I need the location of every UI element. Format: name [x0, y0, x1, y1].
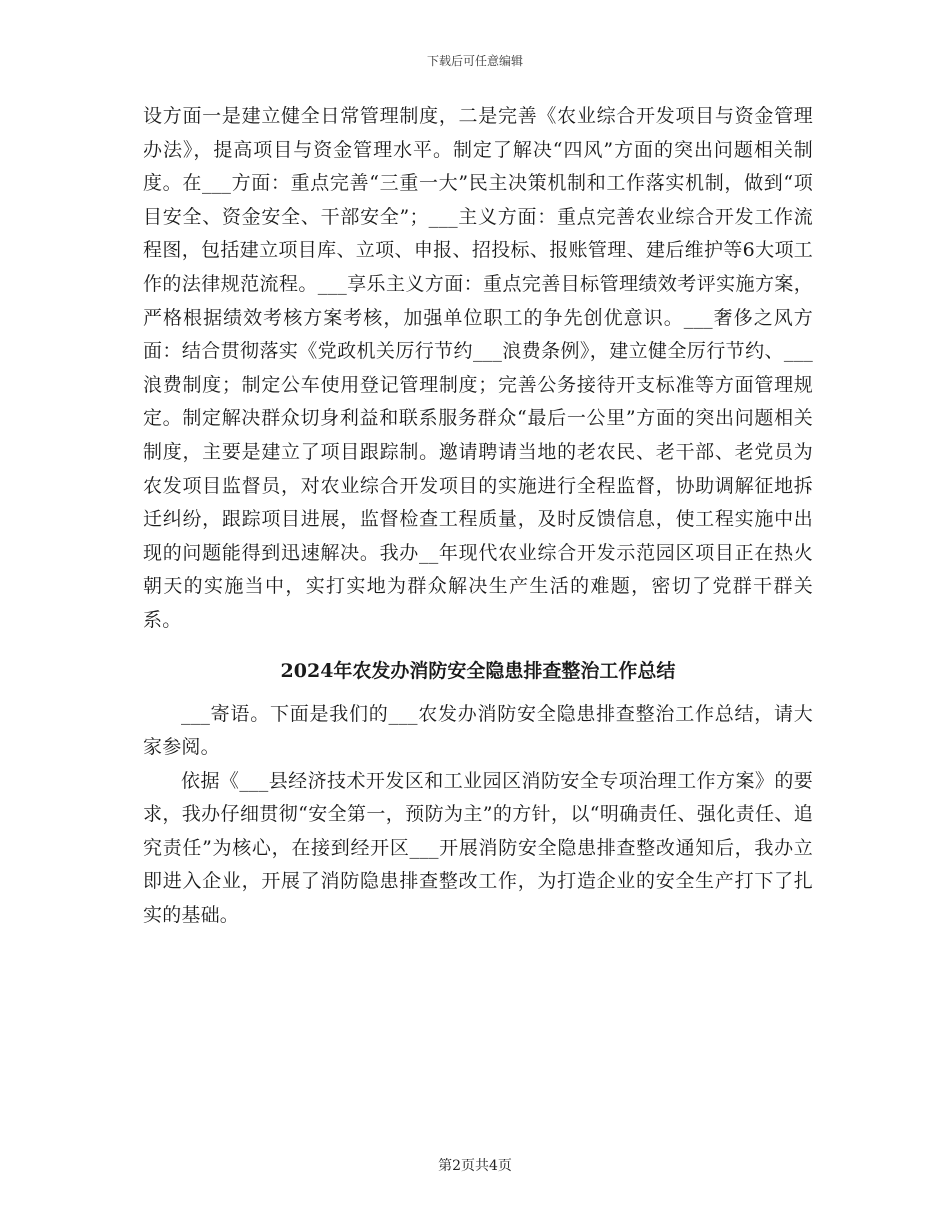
page-header: 下载后可任意编辑	[426, 54, 523, 68]
document-body	[143, 100, 813, 933]
section-title: 2024年农发办消防安全隐患排查整治工作总结	[280, 659, 676, 682]
body-paragraph: 依据《___县经济技术开发区和工业园区消防安全专项治理工作方案》的要求，我办仔细贯彻“安全第一，预防为主”的方针，以“明确责任、强化责任、追究责任”为核心，在接到经开区___开展消防安全隐患排查整改通知后，我办立即进入企业，开展了消防隐患排查整改工作，为打造企业的安全生产打下了扎实的基础。	[143, 769, 813, 927]
page-footer: 第2页共4页	[438, 1158, 512, 1174]
body-paragraph: 设方面一是建立健全日常管理制度，二是完善《农业综合开发项目与资金管理办法》，提高项目与资金管理水平。制定了解决“四风”方面的突出问题相关制度。在___方面：重点完善“三重一大”民主决策机制和工作落实机制，做到“项目安全、资金安全、干部安全”；___主义方面：重点完善农业综合开发工作流程图，包括建立项目库、立项、申报、招投标、报账管理、建后维护等6大项工作的法律规范流程。___享乐主义方面：重点完善目标管理绩效考评实施方案，严格根据绩效考核方案考核，加强单位职工的争先创优意识。___奢侈之风方面：结合贯彻落实《党政机关厉行节约___浪费条例》，建立健全厉行节约、___浪费制度；制定公车使用登记管理制度；完善公务接待开支标准等方面管理规定。制定解决群众切身利益和联系服务群众“最后一公里”方面的突出问题相关制度，主要是建立了项目跟踪制。邀请聘请当地的老农民、老干部、老党员为农发项目监督员，对农业综合开发项目的实施进行全程监督，协助调解征地拆迁纠纷，跟踪项目进展，监督检查工程质量，及时反馈信息，使工程实施中出现的问题能得到迅速解决。我办__年现代农业综合开发示范园区项目正在热火朝天的实施当中，实打实地为群众解决生产生活的难题，密切了党群干群关系。	[143, 105, 813, 631]
body-paragraph: ___寄语。下面是我们的___农发办消防安全隐患排查整治工作总结，请大家参阅。	[143, 702, 813, 759]
